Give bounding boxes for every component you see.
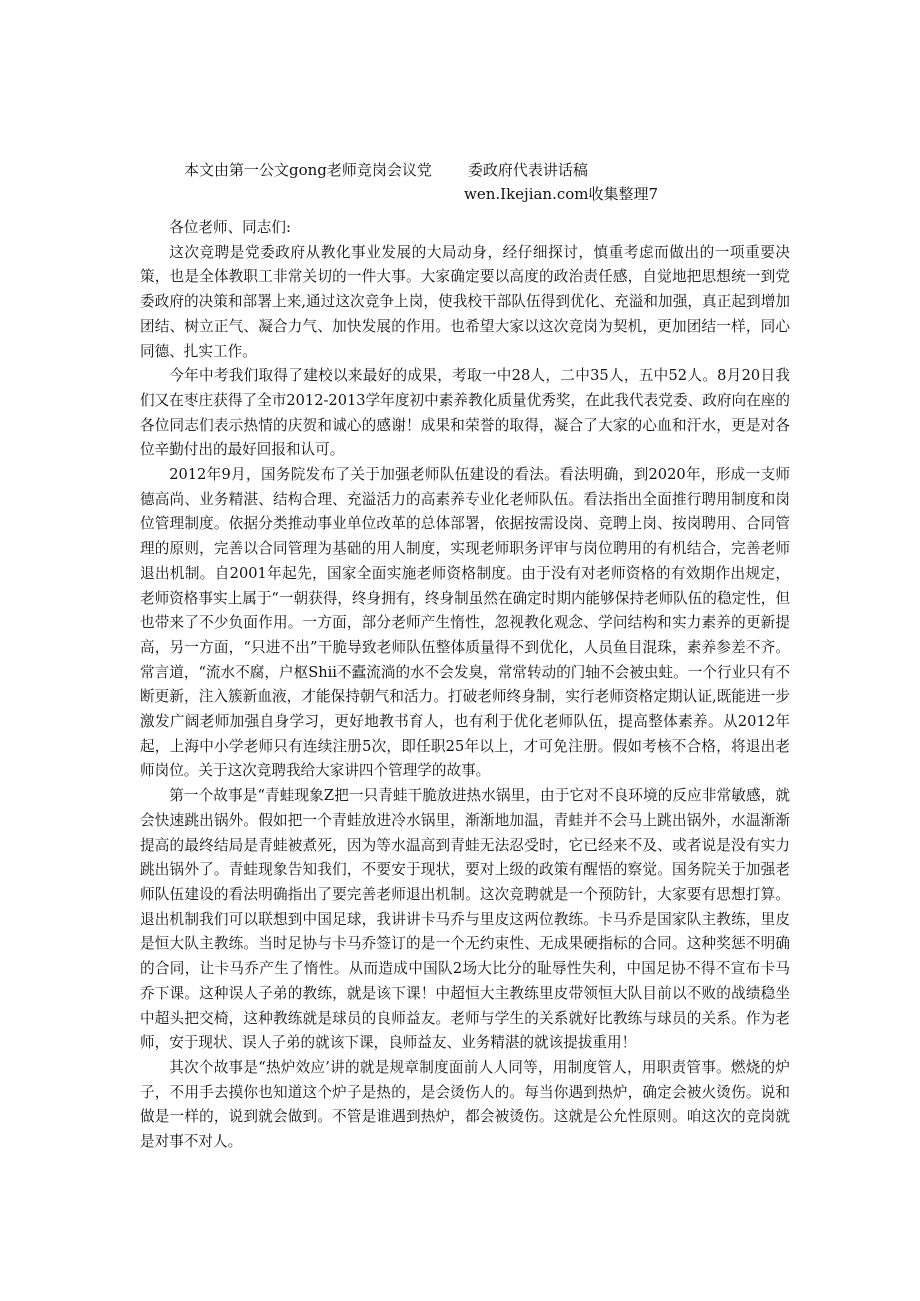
paragraph-1: 这次竞聘是党委政府从教化事业发展的大局动身，经仔细探讨，慎重考虑而做出的一项重要决策，也是全体教职工非常关切的一件大事。大家确定要以高度的政治责任感，自觉地把思想统一到党委政府的决策和部署上来,通过这次竞争上岗，使我校干部队伍得到优化、充溢和加强，真正起到增加团结、树立正气、凝合力气、加快发展的作用。也希望大家以这次竞岗为契机，更加团结一样，同心同德、扎实工作。 xyxy=(140,243,790,360)
speech-body xyxy=(140,216,790,1155)
paragraph-2: 今年中考我们取得了建校以来最好的成果，考取一中28人，二中35人，五中52人。8月20日我们又在枣庄获得了全市2012-2013学年度初中素养教化质量优秀奖，在此我代表党委、政府向在座的各位同志们表示热情的庆贺和诚心的感谢！成果和荣誉的取得，凝合了大家的心血和汗水，更是对各位辛勤付出的最好回报和认可。 xyxy=(140,367,790,459)
salutation: 各位老师、同志们: xyxy=(169,219,291,236)
header-website-text: wen.Ikejian.com收集整理7 xyxy=(464,185,659,203)
header-source-text: 本文由第一公文gong老师竞岗会议党 xyxy=(184,161,432,179)
header-title-text: 委政府代表讲话稿 xyxy=(467,161,588,179)
paragraph-4: 第一个故事是“青蛙现象Z把一只青蛙干脆放进热水锅里，由于它对不良环境的反应非常敏感，就会快速跳出锅外。假如把一个青蛙放进冷水锅里，渐渐地加温，青蛙并不会马上跳出锅外，水温渐渐提高的最终结局是青蛙被煮死，因为等水温高到青蛙无法忍受时，它已经来不及、或者说是没有实力跳出锅外了。青蛙现象告知我们，不要安于现状，要对上级的政策有醒悟的察觉。国务院关于加强老师队伍建设的看法明确指出了要完善老师退出机制。这次竞聘就是一个预防针，大家要有思想打算。退出机制我们可以联想到中国足球，我讲讲卡马乔与里皮这两位教练。卡马乔是国家队主教练，里皮是恒大队主教练。当时足协与卡马乔签订的是一个无约束性、无成果硬指标的合同。这种奖惩不明确的合同，让卡马乔产生了惰性。从而造成中国队2场大比分的耻辱性失利，中国足协不得不宣布卡马乔下课。这种误人子弟的教练，就是该下课！中超恒大主教练里皮带领恒大队目前以不败的战绩稳坐中超头把交椅，这种教练就是球员的良师益友。老师与学生的关系就好比教练与球员的关系。作为老师，安于现状、误人子弟的就该下课，良师益友、业务精湛的就该提拔重用！ xyxy=(140,787,790,1052)
paragraph-3: 2012年9月，国务院发布了关于加强老师队伍建设的看法。看法明确，到2020年，形成一支师德高尚、业务精湛、结构合理、充溢活力的高素养专业化老师队伍。看法指出全面推行聘用制度和岗位管理制度。依据分类推动事业单位改革的总体部署，依据按需设岗、竞聘上岗、按岗聘用、合同管理的原则，完善以合同管理为基础的用人制度，实现老师职务评审与岗位聘用的有机结合，完善老师退出机制。自2001年起先，国家全面实施老师资格制度。由于没有对老师资格的有效期作出规定，老师资格事实上属于“一朝获得，终身拥有，终身制虽然在确定时期内能够保持老师队伍的稳定性，但也带来了不少负面作用。一方面，部分老师产生惰性，忽视教化观念、学问结构和实力素养的更新提高，另一方面，“只进不出”干脆导致老师队伍整体质量得不到优化，人员鱼目混珠，素养参差不齐。常言道，“流水不腐，户枢Shii不蠹流淌的水不会发臭，常常转动的门轴不会被虫蛀。一个行业只有不断更新，注入簇新血液，才能保持朝气和活力。打破老师终身制，实行老师资格定期认证,既能进一步激发广阔老师加强自身学习，更好地教书育人，也有利于优化老师队伍，提高整体素养。从2012年起，上海中小学老师只有连续注册5次，即任职25年以上，才可免注册。假如考核不合格，将退出老师岗位。关于这次竞聘我给大家讲四个管理学的故事。 xyxy=(140,466,790,780)
paragraph-5: 其次个故事是“热炉效应’讲的就是规章制度面前人人同等，用制度管人，用职责管事。燃烧的炉子，不用手去摸你也知道这个炉子是热的，是会烫伤人的。每当你遇到热炉，确定会被火烫伤。说和做是一样的，说到就会做到。不管是谁遇到热炉，都会被烫伤。这就是公允性原则。咱这次的竞岗就是对事不对人。 xyxy=(140,1058,790,1151)
document-header xyxy=(184,160,588,180)
